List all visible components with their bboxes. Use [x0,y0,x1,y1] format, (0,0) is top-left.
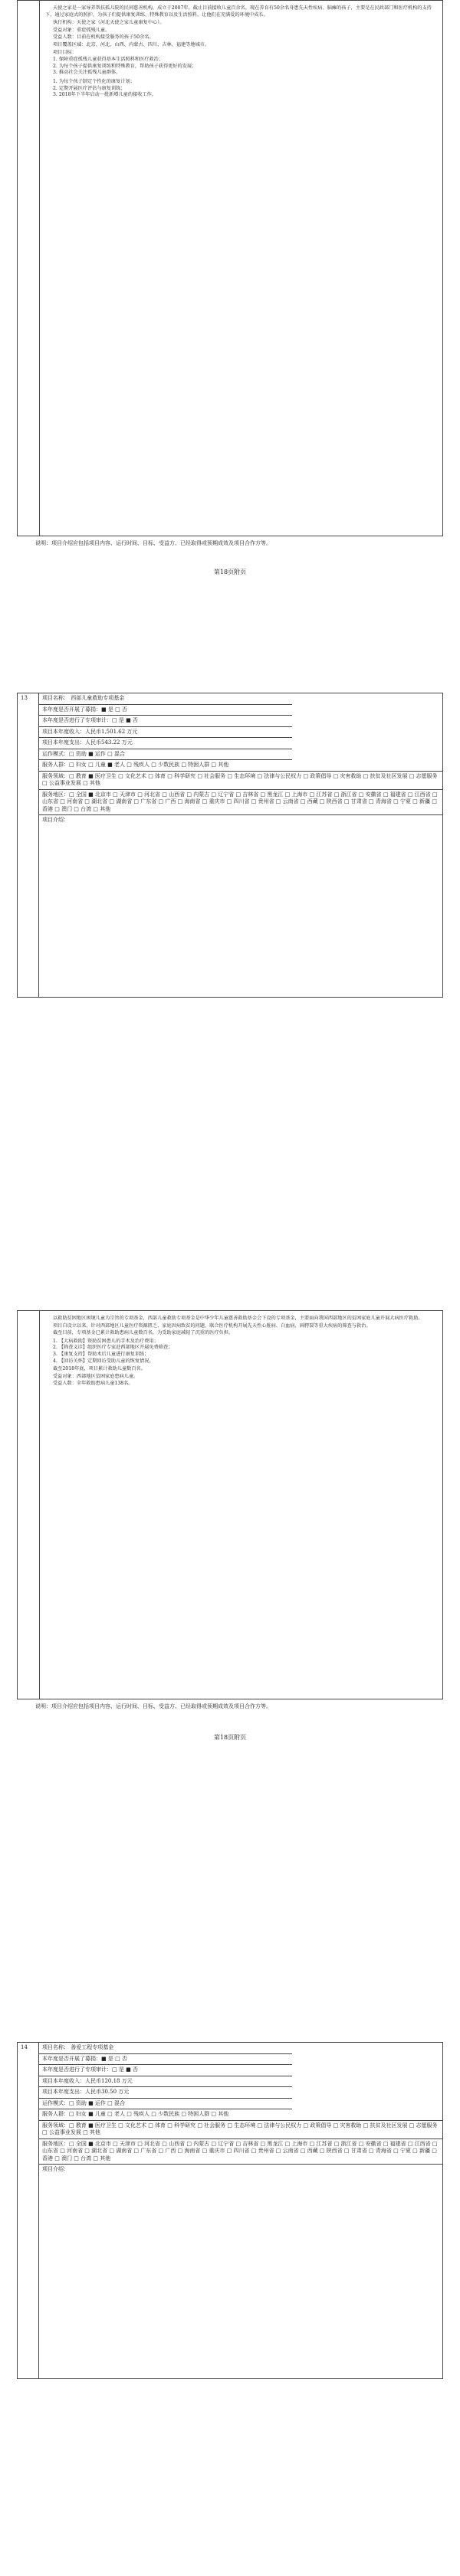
project-number-cell [18,2043,39,2378]
plan-item: 3. 2018年下半年启动一批新增儿童的接收工作。 [53,92,156,98]
service-field-row: 服务领域：□ 教育 ■ 医疗卫生 □ 文化艺术 □ 体育 □ 科学研究 □ 社会服务 □ 生态环境 □ 法律与公民权力 □ 政策倡导 □ 灾害救助 □ 扶贫及社区发展 □ 志愿服务 □ 公益事业发展 □ 其他 [39,2121,442,2139]
plan-item: 1. 为每个孩子制定个性化的康复计划； [53,78,135,84]
service-item: 2. 【筛查义诊】组织医疗专家赴西部地区开展免费筛查； [53,1345,173,1351]
expense-row: 项目本年度支出：人民币30.50 万元 [39,2087,292,2099]
intro-line: 受益对象：重症孤残儿童。 [53,27,110,33]
intro-paragraph: 截至目前，专项基金已累计救助患病儿童数百名，为受助家庭减轻了沉重的医疗负担。 [53,1330,234,1336]
plan-item: 2. 定期开展医疗评估与康复训练； [53,85,126,91]
page-number: 第18页附页 [213,1734,247,1741]
income-row: 项目本年度收入：人民币1,501.62 万元 [39,727,292,739]
service-region-row: 服务地区：□ 全国 ■ 北京市 □ 天津市 □ 河北省 □ 山西省 □ 内蒙古 □ 辽宁省 □ 吉林省 □ 黑龙江 □ 上海市 □ 江苏省 □ 浙江省 □ 安徽省 □ 福建省 □ 江西省 □ 山东省 □ 河南省 □ 湖北省 □ 湖南省 □ 广东省 □ 广西 □ 海南省 □ 重庆市 □ 四川省 □ 贵州省 □ 云南省 □ 西藏 □ 陕西省 □ 甘肃省 □ 青海省 □ 宁夏 □ 新疆 □ 香港 □ 澳门 □ 台湾 □ 其他 [39,2139,442,2165]
intro-line: 受益人数：目前在机构接受服务的孩子50余名。 [53,34,154,41]
income-row: 项目本年度收入：人民币120.18 万元 [39,2076,292,2088]
service-region-row: 服务地区：□ 全国 ■ 北京市 □ 天津市 □ 河北省 □ 山西省 □ 内蒙古 □ 辽宁省 □ 吉林省 □ 黑龙江 □ 上海市 □ 江苏省 □ 浙江省 □ 安徽省 □ 福建省 □ 江西省 □ 山东省 □ 河南省 □ 湖北省 □ 湖南省 □ 广东省 □ 广西 □ 海南省 □ 重庆市 □ 四川省 □ 贵州省 □ 云南省 □ 西藏 □ 陕西省 □ 甘肃省 □ 青海省 □ 宁夏 □ 新疆 □ 香港 □ 澳门 □ 台湾 □ 其他 [39,790,442,816]
project-number-cell [18,693,39,997]
project-intro-box-1 [17,0,443,536]
operation-mode-row: 运作模式：□ 资助 ■ 运作 □ 混合 [39,2099,292,2110]
note-text: 说明：项目介绍应包括项目内容、运行时间、目标、受益方、已经取得或预期成效及项目合作方等。 [35,540,271,546]
intro-paragraph: 以救助贫困地区困境儿童为宗旨的专项基金，西部儿童救助专项基金是中华少年儿童慈善救助基金会下设的专项基金，主要面向我国西部地区的贫困家庭儿童开展大病医疗救助。 [53,1316,423,1321]
intro-line: 执行机构：天使之家（河北天使之家儿童康复中心）。 [53,20,165,26]
goal-item: 1. 保障重症孤残儿童获得基本生活照料和医疗救治； [53,57,163,63]
intro-label-row: 项目介绍： [42,817,69,823]
project-fields [39,2043,442,2378]
service-item: 1. 【大病救助】资助贫困患儿的手术及治疗费用； [53,1338,159,1344]
project-fields [39,693,442,997]
fundraising-row: 本年度是否开展了募捐：■ 是 □ 否 [39,2054,292,2066]
project-name-row: 项目名称： 西部儿童救助专项基金 [39,693,292,705]
project-number: 14 [21,2044,28,2050]
audit-row: 本年度是否进行了专项审计：□ 是 ■ 否 [39,2065,292,2076]
goals-title: 项目目标： [53,49,77,55]
beneficiary-row: 服务人群：□ 妇女 ■ 儿童 □ 老人 □ 残疾人 □ 少数民族 □ 特困人群 □ 其他 [39,2109,442,2121]
service-field-row: 服务领域：□ 教育 ■ 医疗卫生 □ 文化艺术 □ 体育 □ 科学研究 □ 社会服务 □ 生态环境 □ 法律与公民权力 □ 政策倡导 □ 灾害救助 □ 扶贫及社区发展 □ 志愿服务 □ 公益事业发展 □ 其他 [39,772,442,790]
audit-row: 本年度是否进行了专项审计：□ 是 ■ 否 [39,716,292,727]
fundraising-row: 本年度是否开展了募捐：■ 是 □ 否 [39,705,292,716]
operation-mode-row: 运作模式：□ 资助 ■ 运作 □ 混合 [39,749,292,761]
intro-text-block [39,1,442,536]
page-number: 第18页附页 [213,569,247,575]
intro-label-row: 项目介绍： [42,2166,69,2172]
service-item: 4. 【回访关怀】定期回访受助儿童的恢复情况。 [53,1358,154,1364]
goal-item: 3. 推动社会关注孤残儿童群体。 [53,70,121,76]
project-table-13 [17,693,443,998]
intro-text-block [39,1311,442,1699]
beneficiary-row: 服务人群：□ 妇女 □ 儿童 ■ 老人 □ 残疾人 □ 少数民族 □ 特困人群 □ 其他 [39,760,442,772]
intro-paragraph: 项目自设立以来，针对西部地区儿童医疗资源匮乏、家庭因病致贫的问题，联合医疗机构开展先天性心脏病、白血病、唇腭裂等重大疾病的筛查与救治。 [53,1322,371,1329]
beneficiary-count-line: 受益人数：全年救助患病儿童138名。 [53,1381,133,1387]
number-column [18,1,40,536]
note-text: 说明：项目介绍应包括项目内容、运行时间、目标、受益方、已经取得或预期成效及项目合作方等。 [35,1703,271,1709]
intro-paragraph: 天使之家是一家导养帮扶孤儿院的民间慈善机构，成立于2007年，截止目前接收儿童百余名，现在养育有50余名身患先天性疾病、脑瘫的孩子，主要是在民政部门和医疗机构的支持下，通过家庭式的照护，为孩子们提供康复训练、特殊教育以及生活照料，让他们在充满爱的环境中成长。 [45,5,432,18]
intro-line: 项目覆盖区域：北京、河北、山西、内蒙古、四川、吉林、福建等地城市。 [53,41,210,48]
project-number: 13 [21,695,28,701]
project-intro-box-2 [17,1310,443,1699]
beneficiary-line: 受益对象：西部地区贫困家庭患病儿童。 [53,1373,139,1379]
project-table-14 [17,2042,443,2379]
goal-item: 2. 为每个孩子提供康复训练和特殊教育，帮助孩子获得更好的发展； [53,63,197,69]
number-column [18,1311,40,1699]
service-item: 3. 【康复支持】帮助术后儿童进行康复训练； [53,1351,150,1357]
expense-row: 项目本年度支出：人民币543.22 万元 [39,738,292,749]
project-name-row: 项目名称： 善爱工程专项基金 [39,2043,292,2054]
summary-line: 截至2018年底，项目累计救助儿童数百名。 [53,1366,146,1372]
